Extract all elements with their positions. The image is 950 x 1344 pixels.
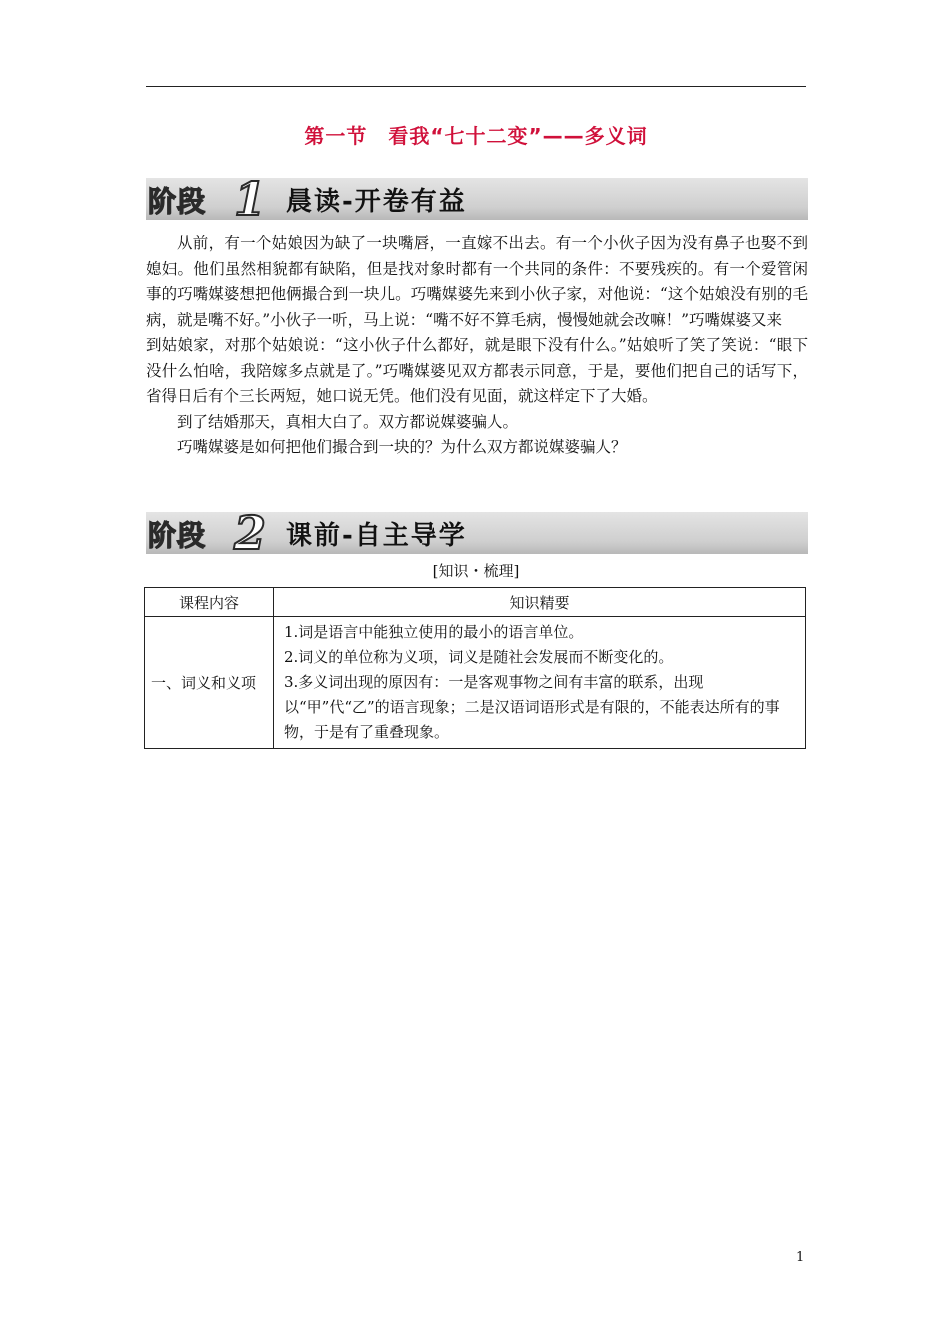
row-label: 一、词义和义项: [145, 617, 274, 749]
content-line: 2.词义的单位称为义项，词义是随社会发展而不断变化的。: [284, 648, 674, 666]
header-rule: [146, 86, 806, 87]
row-content: [274, 617, 806, 749]
paragraph: 从前，有一个姑娘因为缺了一块嘴唇，一直嫁不出去。有一个小伙子因为没有鼻子也娶不到媳妇。他们虽然相貌都有缺陷，但是找对象时都有一个共同的条件：不要残疾的。有一个爱管闲事的巧嘴媒婆想把他俩撮合到一块儿。巧嘴媒婆先来到小伙子家，对他说：“这个姑娘没有别的毛病，就是嘴不好。”小伙子一听，马上说：“嘴不好不算毛病，慢慢她就会改嘛！”巧嘴媒婆又来: [146, 234, 808, 329]
knowledge-table: [144, 587, 806, 749]
stage-2-word: 阶段: [148, 519, 207, 552]
knowledge-tag: [知识・梳理]: [432, 562, 520, 580]
stage-1-word: 阶段: [148, 185, 207, 218]
table-header-row: [145, 588, 806, 617]
stage-2-heading: 课前-自主导学: [286, 521, 467, 551]
paragraph: 巧嘴媒婆是如何把他们撮合到一块的？为什么双方都说媒婆骗人？: [177, 438, 627, 456]
column-header: 课程内容: [145, 588, 274, 617]
stage-1-number: 1: [234, 172, 267, 226]
paragraph: 到姑娘家，对那个姑娘说：“这小伙子什么都好，就是眼下没有什么。”姑娘听了笑了笑说：“眼下没什么怕啥，我陪嫁多点就是了。”巧嘴媒婆见双方都表示同意，于是，要他们把自己的话写下，省得日后有个三长两短，她口说无凭。他们没有见面，就这样定下了大婚。: [146, 336, 808, 405]
stage-2-banner: [146, 506, 808, 560]
content-line: 1.词是语言中能独立使用的最小的语言单位。: [284, 623, 584, 641]
table-row: [145, 617, 806, 749]
section-title: 第一节 看我“七十二变”——多义词: [304, 124, 648, 148]
reading-passage: [146, 231, 808, 461]
page-number: 1: [796, 1250, 805, 1265]
paragraph: 到了结婚那天，真相大白了。双方都说媒婆骗人。: [177, 412, 519, 431]
stage-1-heading: 晨读-开卷有益: [286, 187, 467, 217]
column-header: 知识精要: [274, 588, 806, 617]
stage-2-number: 2: [234, 506, 267, 560]
stage-1-banner: [146, 172, 808, 226]
content-line: 3.多义词出现的原因有：一是客观事物之间有丰富的联系，出现以“甲”代“乙”的语言现象；二是汉语词语形式是有限的，不能表达所有的事物，于是有了重叠现象。: [284, 673, 780, 741]
